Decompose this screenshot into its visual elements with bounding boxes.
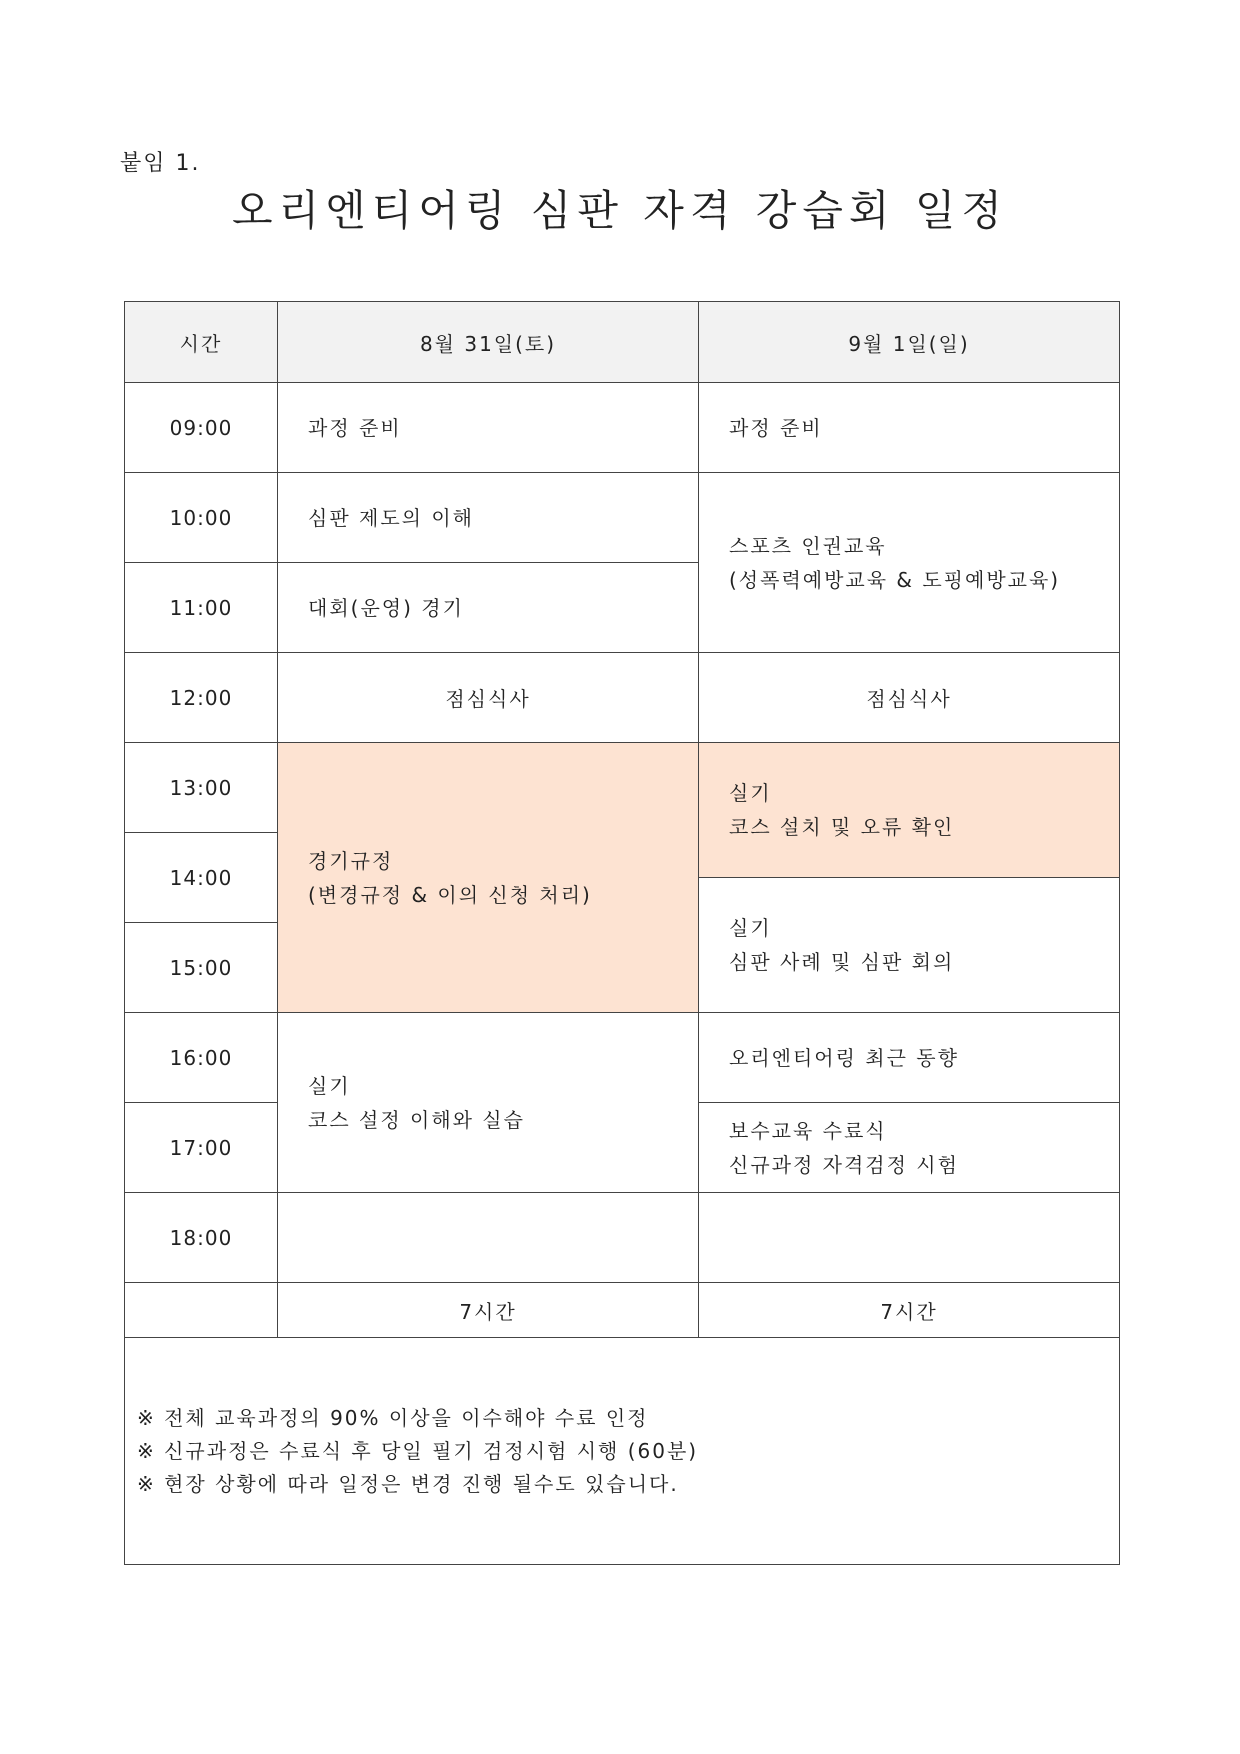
time-cell: 09:00: [125, 383, 278, 473]
time-cell: 17:00: [125, 1103, 278, 1193]
time-cell: 13:00: [125, 743, 278, 833]
day2-human-rights: [699, 473, 1120, 653]
header-day1: 8월 31일(토): [278, 302, 699, 383]
day2-practice-referee-cases: [699, 878, 1120, 1013]
total-label-empty: [125, 1283, 278, 1338]
table-row: [125, 1193, 1120, 1283]
day1-competition: 대회(운영) 경기: [278, 563, 699, 653]
note-item: ※ 전체 교육과정의 90% 이상을 이수해야 수료 인정: [137, 1405, 649, 1430]
schedule-table: [124, 301, 1120, 1565]
day1-total: 7시간: [278, 1283, 699, 1338]
day1-practice-title: 실기: [308, 1073, 351, 1098]
time-cell: 12:00: [125, 653, 278, 743]
day2-closing: [699, 1103, 1120, 1193]
notes-row: [125, 1338, 1120, 1565]
time-cell: 15:00: [125, 923, 278, 1013]
day2-total: 7시간: [699, 1283, 1120, 1338]
total-row: [125, 1283, 1120, 1338]
time-cell: 10:00: [125, 473, 278, 563]
day1-practice-detail: 코스 설정 이해와 실습: [308, 1107, 525, 1132]
page-title: 오리엔티어링 심판 자격 강습회 일정: [232, 186, 1008, 235]
day2-practice1-title: 실기: [729, 781, 772, 805]
day1-rules: [278, 743, 699, 1013]
attachment-label: 붙임 1.: [120, 151, 201, 176]
day2-practice1-detail: 코스 설치 및 오류 확인: [729, 815, 955, 839]
table-row: [125, 383, 1120, 473]
day2-certification-exam: 신규과정 자격검정 시험: [729, 1152, 959, 1177]
day2-practice-course-setup: [699, 743, 1120, 878]
note-item: ※ 현장 상황에 따라 일정은 변경 진행 될수도 있습니다.: [137, 1471, 679, 1496]
note-item: ※ 신규과정은 수료식 후 당일 필기 검정시험 시행 (60분): [137, 1438, 699, 1463]
time-cell: 11:00: [125, 563, 278, 653]
day2-trends: 오리엔티어링 최근 동향: [699, 1013, 1120, 1103]
day1-referee-system: 심판 제도의 이해: [278, 473, 699, 563]
time-cell: 14:00: [125, 833, 278, 923]
day2-human-rights-detail: (성폭력예방교육 & 도핑예방교육): [729, 567, 1061, 592]
notes-cell: [125, 1338, 1120, 1565]
day2-practice2-detail: 심판 사례 및 심판 회의: [729, 950, 955, 974]
table-row: [125, 743, 1120, 833]
day2-prep: 과정 준비: [699, 383, 1120, 473]
table-row: [125, 473, 1120, 563]
day2-lunch: 점심식사: [699, 653, 1120, 743]
day1-rules-title: 경기규정: [308, 848, 394, 873]
day1-empty: [278, 1193, 699, 1283]
day1-practice: [278, 1013, 699, 1193]
day2-closing-ceremony: 보수교육 수료식: [729, 1118, 887, 1143]
day2-empty: [699, 1193, 1120, 1283]
day1-lunch: 점심식사: [278, 653, 699, 743]
header-day2: 9월 1일(일): [699, 302, 1120, 383]
header-time: 시간: [125, 302, 278, 383]
header-row: [125, 302, 1120, 383]
time-cell: 18:00: [125, 1193, 278, 1283]
time-cell: 16:00: [125, 1013, 278, 1103]
day2-practice2-title: 실기: [729, 916, 772, 940]
day1-rules-detail: (변경규정 & 이의 신청 처리): [308, 882, 592, 907]
table-row: [125, 653, 1120, 743]
day2-human-rights-title: 스포츠 인권교육: [729, 533, 887, 558]
day1-prep: 과정 준비: [278, 383, 699, 473]
